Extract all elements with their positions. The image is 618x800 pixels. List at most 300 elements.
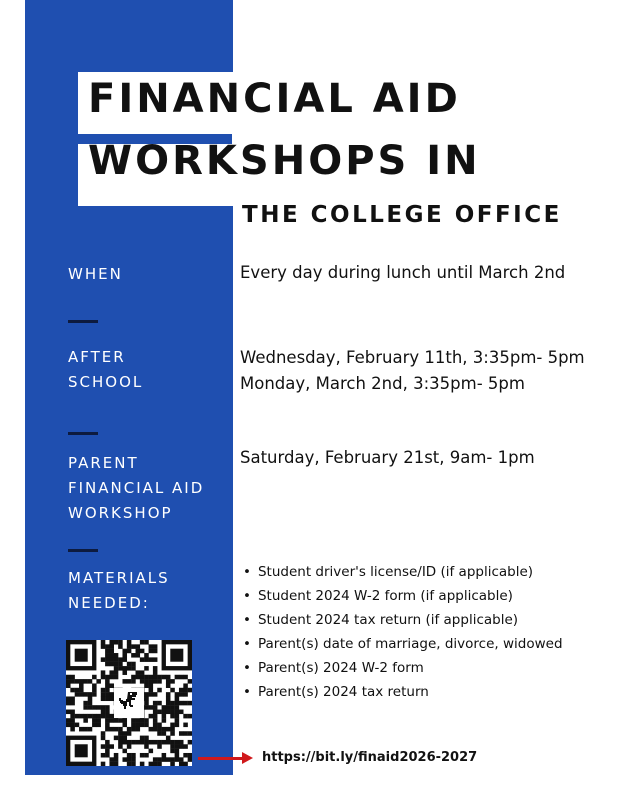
divider-1 — [68, 320, 98, 323]
qr-module — [101, 744, 106, 749]
list-item: • Parent(s) 2024 W-2 form — [243, 656, 563, 680]
qr-module — [105, 675, 110, 680]
qr-module — [136, 740, 141, 745]
qr-module — [179, 675, 184, 680]
qr-module — [157, 710, 162, 715]
qr-module — [170, 688, 175, 693]
qr-code-graphic — [66, 640, 192, 766]
qr-module — [188, 740, 192, 745]
qr-module — [149, 657, 154, 662]
qr-module — [109, 657, 114, 662]
qr-module — [170, 749, 175, 754]
qr-module — [153, 657, 158, 662]
qr-module — [92, 683, 97, 688]
qr-module — [109, 640, 114, 645]
list-item: • Student 2024 W-2 form (if applicable) — [243, 584, 563, 608]
qr-module — [105, 644, 110, 649]
qr-module — [101, 736, 106, 741]
qr-module — [179, 740, 184, 745]
title-line-1: FINANCIAL AID — [88, 76, 461, 122]
qr-finder-square — [170, 649, 183, 662]
qr-module — [175, 718, 180, 723]
qr-module — [153, 670, 158, 675]
qr-module — [153, 666, 158, 671]
qr-module — [149, 705, 154, 710]
qr-module — [101, 731, 106, 736]
qr-module — [105, 749, 110, 754]
qr-module — [66, 701, 71, 706]
qr-code-icon[interactable] — [66, 640, 192, 766]
qr-module — [101, 657, 106, 662]
qr-module — [166, 683, 171, 688]
qr-module — [183, 744, 188, 749]
qr-module — [127, 666, 132, 671]
qr-module — [75, 692, 80, 697]
qr-module — [153, 762, 158, 766]
qr-module — [153, 727, 158, 732]
label-after-school: AFTER SCHOOL — [68, 348, 144, 391]
qr-module — [188, 714, 192, 719]
qr-module — [101, 696, 106, 701]
qr-module — [144, 744, 149, 749]
qr-module — [170, 744, 175, 749]
qr-module — [153, 649, 158, 654]
qr-module — [109, 762, 114, 766]
qr-module — [179, 710, 184, 715]
qr-module — [101, 688, 106, 693]
qr-module — [175, 757, 180, 762]
qr-module — [127, 640, 132, 645]
qr-module — [122, 670, 127, 675]
qr-module — [66, 723, 71, 728]
qr-module — [162, 675, 167, 680]
qr-module — [83, 714, 88, 719]
qr-module — [70, 723, 75, 728]
qr-module — [105, 753, 110, 758]
qr-module — [136, 649, 141, 654]
qr-module — [183, 762, 188, 766]
qr-module — [140, 679, 145, 684]
qr-module — [183, 675, 188, 680]
qr-module — [79, 688, 84, 693]
qr-module — [175, 710, 180, 715]
qr-module — [188, 753, 192, 758]
qr-module — [70, 718, 75, 723]
qr-finder-square — [75, 744, 88, 757]
qr-module — [88, 692, 93, 697]
qr-module — [66, 718, 71, 723]
qr-module — [122, 740, 127, 745]
qr-module — [109, 653, 114, 658]
qr-module — [118, 644, 123, 649]
qr-module — [149, 762, 154, 766]
link-url[interactable]: https://bit.ly/finaid2026-2027 — [262, 750, 478, 765]
qr-module — [83, 692, 88, 697]
qr-module — [170, 731, 175, 736]
qr-module — [175, 714, 180, 719]
subtitle: THE COLLEGE OFFICE — [242, 202, 562, 228]
qr-module — [153, 740, 158, 745]
qr-module — [92, 692, 97, 697]
qr-module — [162, 705, 167, 710]
qr-module — [140, 736, 145, 741]
qr-module — [153, 644, 158, 649]
qr-module — [183, 701, 188, 706]
qr-module — [105, 705, 110, 710]
qr-module — [109, 662, 114, 667]
qr-module — [166, 675, 171, 680]
qr-module — [153, 723, 158, 728]
qr-module — [118, 740, 123, 745]
qr-module — [170, 723, 175, 728]
qr-module — [118, 657, 123, 662]
divider-2 — [68, 432, 98, 435]
qr-module — [101, 640, 106, 645]
arrow-right-icon — [198, 757, 244, 760]
qr-module — [157, 762, 162, 766]
qr-module — [79, 683, 84, 688]
qr-module — [166, 692, 171, 697]
qr-module — [96, 714, 101, 719]
qr-module — [179, 688, 184, 693]
qr-module — [131, 662, 136, 667]
qr-module — [136, 675, 141, 680]
qr-module — [131, 727, 136, 732]
qr-module — [179, 731, 184, 736]
qr-module — [118, 718, 123, 723]
qr-module — [157, 675, 162, 680]
info-after-school-1: Wednesday, February 11th, 3:35pm- 5pm — [240, 348, 585, 367]
qr-module — [122, 657, 127, 662]
qr-module — [101, 714, 106, 719]
qr-module — [105, 679, 110, 684]
qr-module — [118, 666, 123, 671]
list-item: • Student driver's license/ID (if applicable) — [243, 560, 563, 584]
qr-module — [175, 723, 180, 728]
info-after-school-2: Monday, March 2nd, 3:35pm- 5pm — [240, 374, 525, 393]
qr-module — [96, 679, 101, 684]
qr-module — [92, 705, 97, 710]
qr-module — [131, 675, 136, 680]
qr-module — [109, 727, 114, 732]
qr-module — [122, 679, 127, 684]
qr-module — [166, 740, 171, 745]
qr-module — [144, 679, 149, 684]
qr-module — [166, 736, 171, 741]
qr-module — [122, 757, 127, 762]
qr-module — [170, 714, 175, 719]
qr-module — [162, 714, 167, 719]
qr-module — [75, 688, 80, 693]
qr-module — [149, 688, 154, 693]
qr-module — [131, 679, 136, 684]
qr-module — [183, 683, 188, 688]
qr-module — [144, 736, 149, 741]
qr-module — [114, 657, 119, 662]
qr-module — [144, 683, 149, 688]
qr-module — [122, 749, 127, 754]
qr-module — [162, 727, 167, 732]
qr-module — [114, 662, 119, 667]
qr-module — [105, 727, 110, 732]
qr-module — [188, 679, 192, 684]
list-item: • Parent(s) date of marriage, divorce, widowed — [243, 632, 563, 656]
qr-module — [105, 683, 110, 688]
qr-module — [70, 714, 75, 719]
qr-module — [136, 723, 141, 728]
qr-module — [122, 718, 127, 723]
qr-module — [75, 723, 80, 728]
qr-module — [88, 696, 93, 701]
qr-module — [114, 640, 119, 645]
qr-module — [149, 675, 154, 680]
qr-module — [131, 762, 136, 766]
qr-module — [114, 675, 119, 680]
qr-module — [109, 718, 114, 723]
qr-module — [109, 757, 114, 762]
qr-module — [114, 666, 119, 671]
qr-module — [127, 753, 132, 758]
qr-module — [66, 679, 71, 684]
qr-module — [105, 744, 110, 749]
qr-module — [131, 718, 136, 723]
qr-module — [127, 731, 132, 736]
qr-module — [101, 705, 106, 710]
qr-module — [66, 696, 71, 701]
qr-module — [105, 662, 110, 667]
qr-module — [140, 675, 145, 680]
qr-module — [166, 679, 171, 684]
qr-module — [144, 705, 149, 710]
qr-module — [149, 692, 154, 697]
qr-module — [136, 718, 141, 723]
qr-module — [127, 679, 132, 684]
qr-module — [96, 705, 101, 710]
qr-module — [140, 640, 145, 645]
qr-module — [70, 688, 75, 693]
qr-module — [122, 736, 127, 741]
qr-module — [70, 696, 75, 701]
qr-module — [88, 701, 93, 706]
qr-module — [183, 723, 188, 728]
qr-module — [149, 714, 154, 719]
qr-module — [140, 657, 145, 662]
qr-module — [157, 731, 162, 736]
qr-module — [153, 757, 158, 762]
qr-module — [157, 727, 162, 732]
qr-module — [96, 718, 101, 723]
qr-module — [70, 701, 75, 706]
qr-module — [166, 757, 171, 762]
qr-module — [149, 679, 154, 684]
qr-module — [162, 753, 167, 758]
qr-module — [105, 653, 110, 658]
qr-module — [162, 757, 167, 762]
qr-module — [144, 657, 149, 662]
qr-module — [118, 662, 123, 667]
qr-module — [140, 762, 145, 766]
qr-module — [109, 714, 114, 719]
qr-module — [157, 679, 162, 684]
qr-module — [144, 718, 149, 723]
qr-module — [140, 649, 145, 654]
qr-module — [83, 718, 88, 723]
qr-module — [105, 723, 110, 728]
qr-module — [183, 731, 188, 736]
qr-module — [114, 736, 119, 741]
qr-module — [149, 683, 154, 688]
qr-module — [92, 718, 97, 723]
qr-module — [170, 727, 175, 732]
qr-module — [136, 670, 141, 675]
qr-module — [92, 723, 97, 728]
qr-module — [188, 701, 192, 706]
list-item: • Parent(s) 2024 tax return — [243, 680, 563, 704]
qr-module — [179, 757, 184, 762]
qr-module — [127, 762, 132, 766]
qr-module — [170, 757, 175, 762]
qr-module — [88, 705, 93, 710]
qr-module — [179, 692, 184, 697]
qr-module — [131, 757, 136, 762]
qr-module — [105, 714, 110, 719]
qr-module — [144, 640, 149, 645]
qr-module — [153, 718, 158, 723]
qr-module — [170, 710, 175, 715]
qr-module — [114, 753, 119, 758]
qr-module — [75, 679, 80, 684]
qr-module — [153, 679, 158, 684]
qr-module — [101, 762, 106, 766]
qr-module — [166, 727, 171, 732]
qr-module — [170, 701, 175, 706]
qr-module — [105, 692, 110, 697]
qr-module — [183, 688, 188, 693]
qr-module — [88, 727, 93, 732]
qr-module — [109, 649, 114, 654]
qr-module — [79, 679, 84, 684]
qr-module — [153, 710, 158, 715]
qr-module — [88, 679, 93, 684]
qr-module — [101, 644, 106, 649]
qr-module — [109, 670, 114, 675]
qr-module — [157, 701, 162, 706]
qr-module — [157, 688, 162, 693]
title-line-2: WORKSHOPS IN — [88, 138, 481, 184]
qr-module — [109, 744, 114, 749]
list-item: • Student 2024 tax return (if applicable) — [243, 608, 563, 632]
qr-module — [131, 644, 136, 649]
divider-3 — [68, 549, 98, 552]
qr-module — [127, 740, 132, 745]
qr-module — [175, 675, 180, 680]
qr-module — [157, 740, 162, 745]
qr-module — [170, 762, 175, 766]
qr-module — [118, 736, 123, 741]
qr-module — [144, 666, 149, 671]
qr-module — [179, 744, 184, 749]
qr-module — [96, 723, 101, 728]
qr-module — [101, 692, 106, 697]
qr-module — [166, 705, 171, 710]
qr-module — [166, 710, 171, 715]
qr-module — [92, 675, 97, 680]
label-materials: MATERIALS NEEDED: — [68, 569, 170, 612]
qr-module — [175, 749, 180, 754]
qr-module — [149, 740, 154, 745]
qr-module — [92, 688, 97, 693]
qr-module — [149, 644, 154, 649]
qr-module — [109, 692, 114, 697]
qr-module — [157, 723, 162, 728]
qr-module — [157, 757, 162, 762]
qr-finder-square — [75, 649, 88, 662]
info-when: Every day during lunch until March 2nd — [240, 263, 566, 282]
qr-module — [79, 727, 84, 732]
qr-module — [118, 744, 123, 749]
qr-module — [140, 723, 145, 728]
qr-module — [131, 753, 136, 758]
qr-module — [175, 701, 180, 706]
qr-module — [83, 679, 88, 684]
qr-module — [109, 675, 114, 680]
qr-module — [183, 692, 188, 697]
qr-module — [153, 692, 158, 697]
qr-module — [66, 683, 71, 688]
qr-module — [149, 749, 154, 754]
qr-module — [144, 696, 149, 701]
qr-module — [140, 670, 145, 675]
materials-list — [243, 560, 563, 704]
qr-module — [140, 718, 145, 723]
qr-module — [66, 710, 71, 715]
qr-module — [79, 692, 84, 697]
qr-module — [175, 692, 180, 697]
qr-module — [109, 696, 114, 701]
qr-module — [144, 740, 149, 745]
qr-module — [122, 731, 127, 736]
qr-module — [127, 727, 132, 732]
qr-module — [131, 666, 136, 671]
qr-module — [131, 653, 136, 658]
dinosaur-icon — [114, 688, 144, 718]
qr-module — [175, 740, 180, 745]
qr-module — [66, 675, 71, 680]
qr-module — [144, 653, 149, 658]
qr-module — [105, 740, 110, 745]
qr-module — [136, 727, 141, 732]
qr-module — [175, 696, 180, 701]
qr-module — [179, 701, 184, 706]
qr-module — [101, 670, 106, 675]
qr-module — [170, 740, 175, 745]
qr-module — [136, 644, 141, 649]
qr-module — [118, 640, 123, 645]
qr-module — [114, 718, 119, 723]
qr-module — [105, 696, 110, 701]
qr-module — [153, 714, 158, 719]
qr-module — [114, 653, 119, 658]
qr-module — [166, 696, 171, 701]
qr-module — [70, 679, 75, 684]
qr-module — [162, 710, 167, 715]
qr-module — [122, 723, 127, 728]
qr-module — [83, 701, 88, 706]
qr-module — [101, 675, 106, 680]
qr-module — [101, 753, 106, 758]
qr-module — [140, 740, 145, 745]
qr-module — [136, 653, 141, 658]
